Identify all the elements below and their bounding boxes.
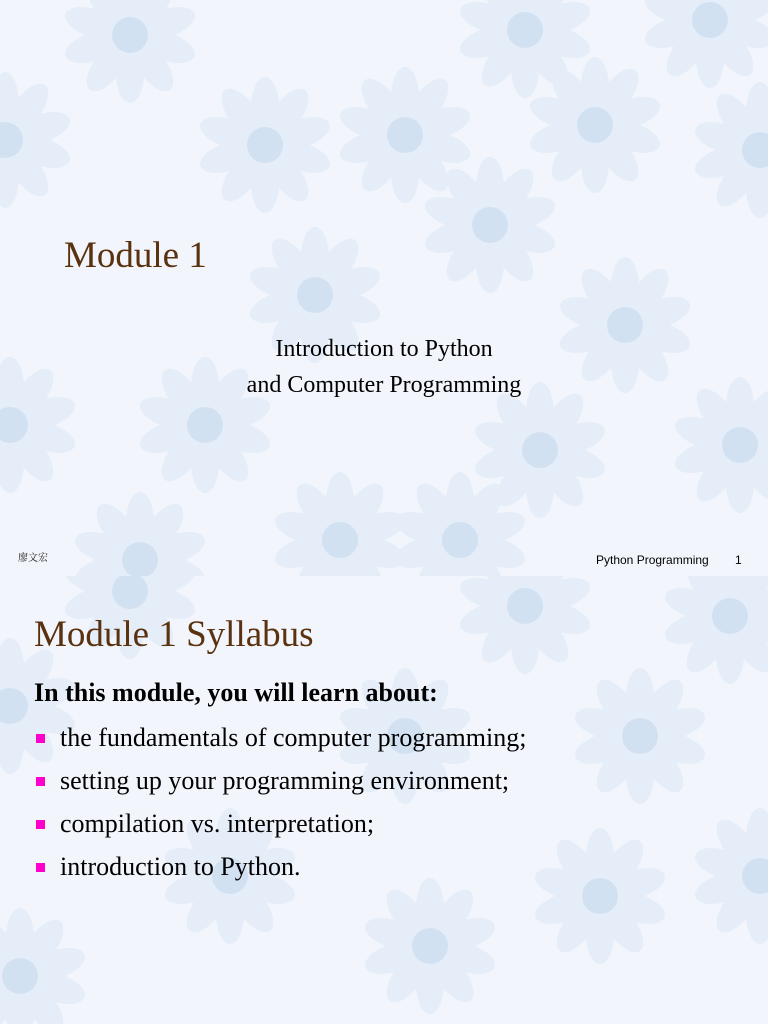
bullet-square-icon <box>36 863 45 872</box>
list-item-text: setting up your programming environment; <box>60 766 510 795</box>
footer-course: Python Programming <box>596 553 709 567</box>
subtitle-line-2: and Computer Programming <box>246 372 522 398</box>
page-number: 1 <box>735 553 742 567</box>
list-item-text: introduction to Python. <box>60 852 301 881</box>
list-item <box>34 849 526 892</box>
bullet-square-icon <box>36 734 45 743</box>
list-item-text: the fundamentals of computer programming; <box>60 723 527 752</box>
list-item <box>34 806 526 849</box>
syllabus-slide <box>0 576 768 1024</box>
list-item <box>34 720 526 763</box>
footer-author: 廖文宏 <box>18 553 48 564</box>
slide-title: Module 1 Syllabus <box>34 614 314 655</box>
slide-title: Module 1 <box>64 235 207 276</box>
bullet-square-icon <box>36 820 45 829</box>
list-item <box>34 763 526 806</box>
syllabus-list <box>34 720 526 892</box>
subtitle-line-1: Introduction to Python <box>275 336 493 362</box>
bullet-square-icon <box>36 777 45 786</box>
list-item-text: compilation vs. interpretation; <box>60 809 375 838</box>
lead-text: In this module, you will learn about: <box>34 678 438 707</box>
slide-subtitle <box>0 331 768 403</box>
